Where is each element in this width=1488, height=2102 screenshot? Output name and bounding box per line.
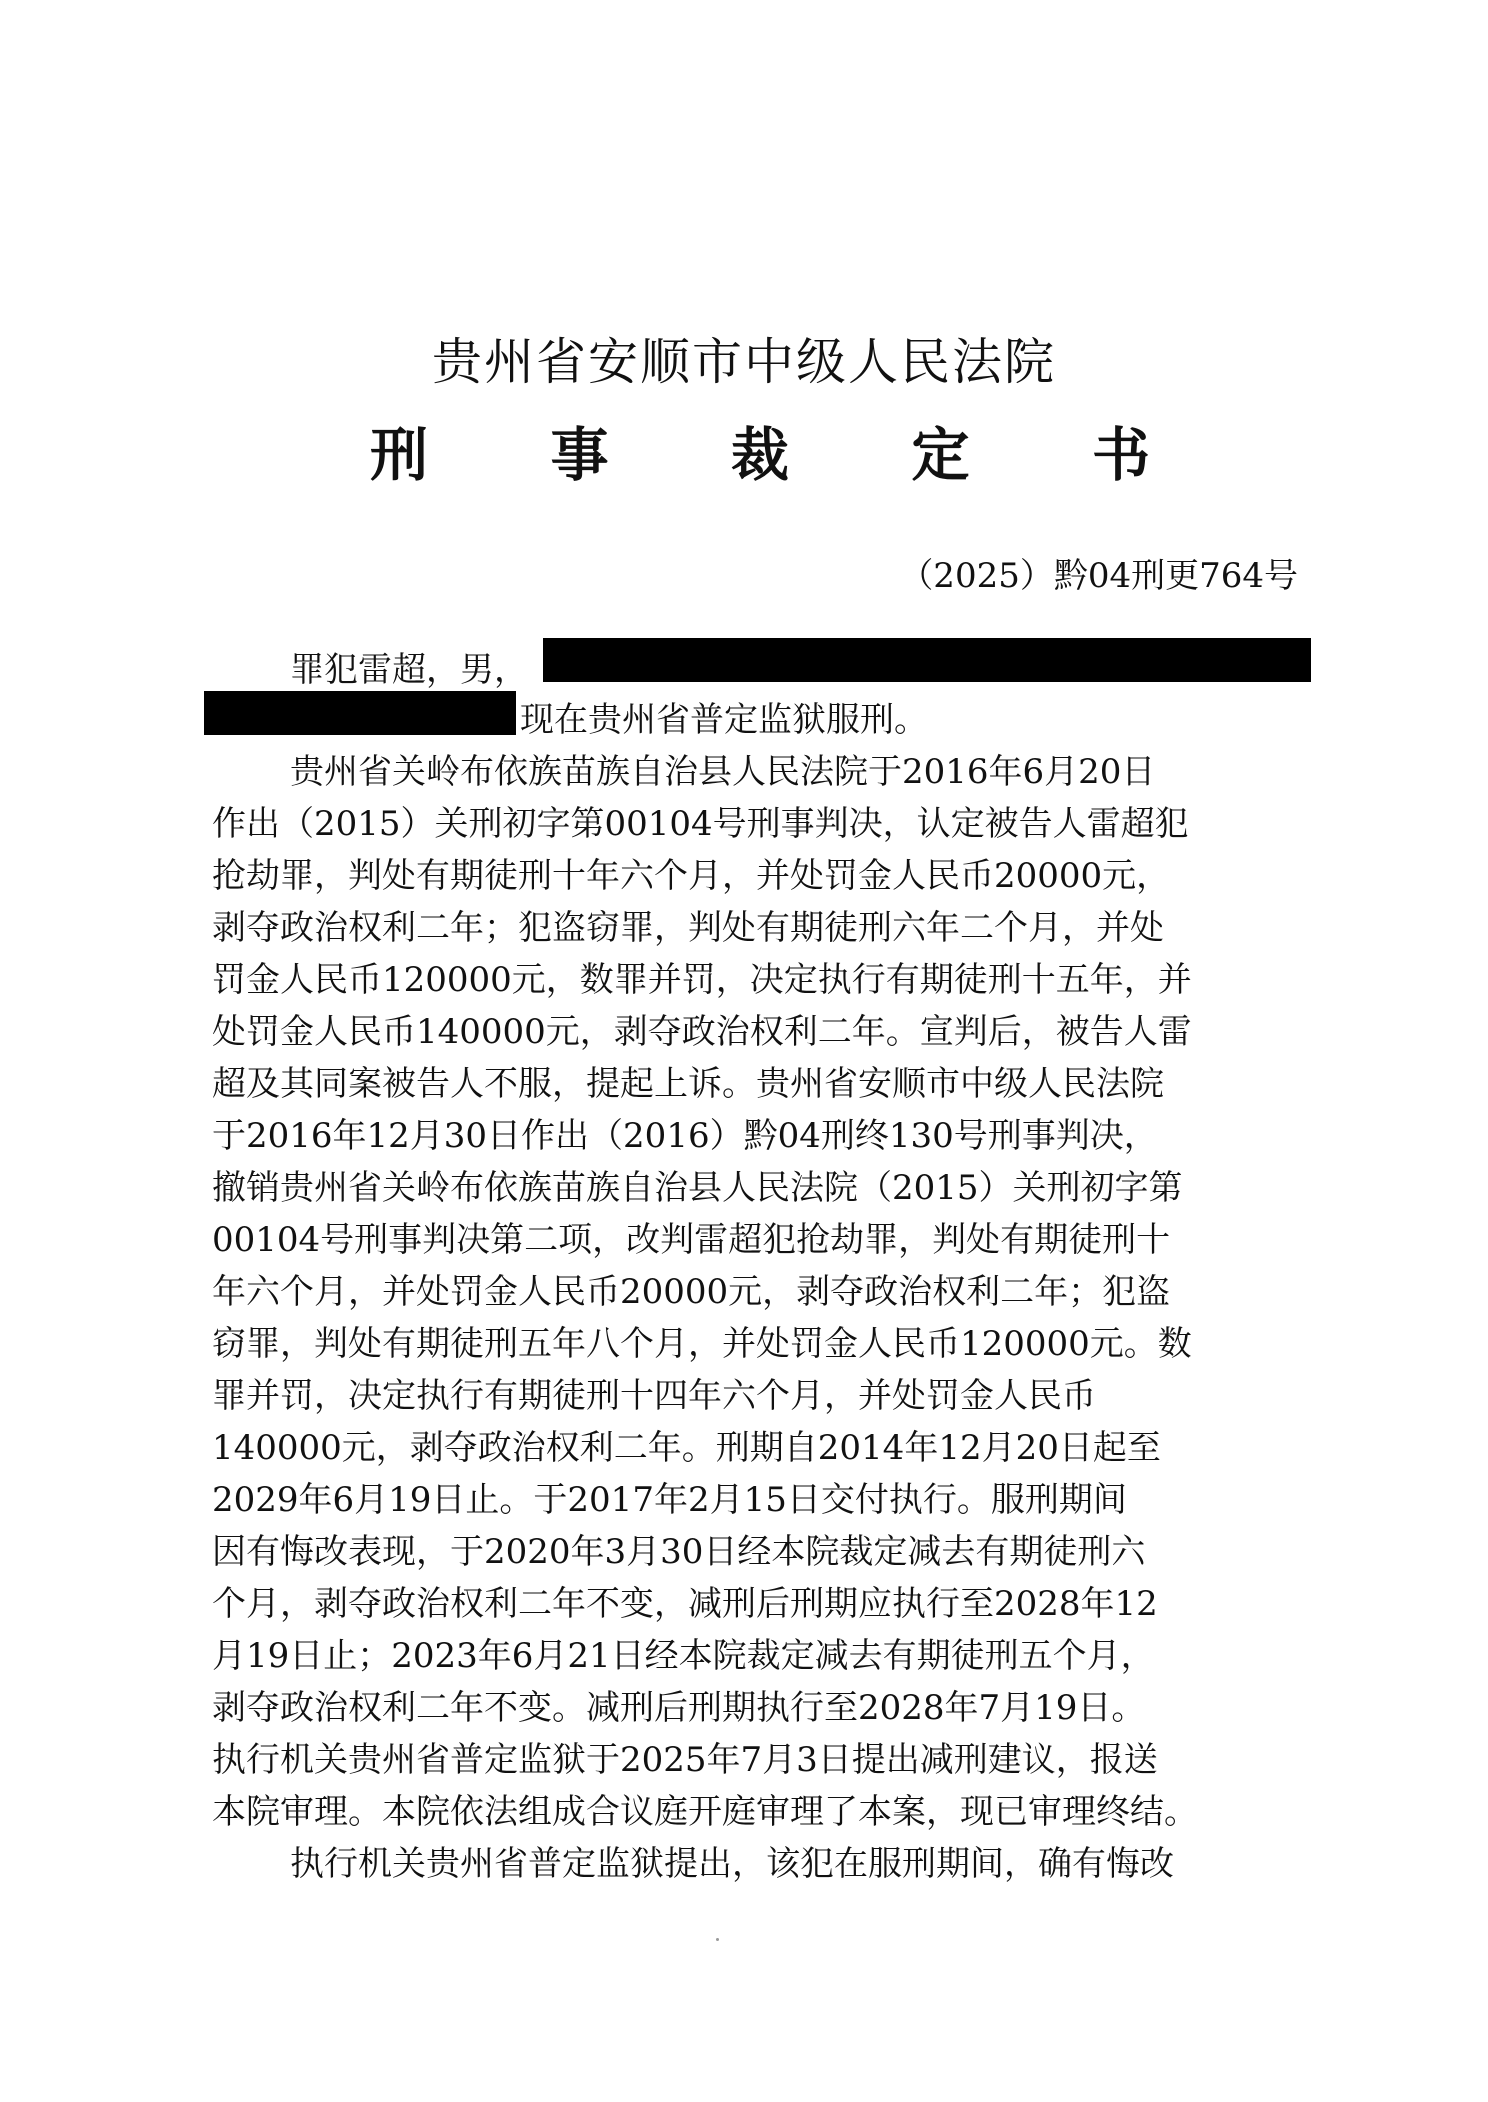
body-line: 贵州省关岭布依族苗族自治县人民法院于2016年6月20日 xyxy=(290,752,1156,792)
body-line: 窃罪，判处有期徒刑五年八个月，并处罚金人民币120000元。数 xyxy=(212,1324,1192,1364)
title-char-2: 事 xyxy=(550,421,609,489)
scan-speck xyxy=(716,1938,719,1941)
title-char-5: 书 xyxy=(1091,421,1150,489)
body-line: 剥夺政治权利二年不变。减刑后刑期执行至2028年7月19日。 xyxy=(212,1688,1146,1728)
body-line: 超及其同案被告人不服，提起上诉。贵州省安顺市中级人民法院 xyxy=(212,1064,1164,1104)
body-line: 执行机关贵州省普定监狱于2025年7月3日提出减刑建议，报送 xyxy=(212,1740,1158,1780)
body-line: 罪并罚，决定执行有期徒刑十四年六个月，并处罚金人民币 xyxy=(212,1376,1096,1416)
body-line: 作出（2015）关刑初字第00104号刑事判决，认定被告人雷超犯 xyxy=(212,804,1189,844)
body-line: 本院审理。本院依法组成合议庭开庭审理了本案，现已审理终结。 xyxy=(212,1792,1198,1832)
body-line: 罚金人民币120000元，数罪并罚，决定执行有期徒刑十五年，并 xyxy=(212,960,1192,1000)
case-number: （2025）黔04刑更764号 xyxy=(899,556,1298,596)
body-line: 个月，剥夺政治权利二年不变，减刑后刑期应执行至2028年12 xyxy=(212,1584,1158,1624)
redaction-bar xyxy=(543,638,1311,682)
body-line: 于2016年12月30日作出（2016）黔04刑终130号刑事判决， xyxy=(212,1116,1158,1156)
title-char-4: 定 xyxy=(911,421,970,489)
body-line: 处罚金人民币140000元，剥夺政治权利二年。宣判后，被告人雷 xyxy=(212,1012,1192,1052)
custody-location: 现在贵州省普定监狱服刑。 xyxy=(520,700,928,740)
defendant-intro: 罪犯雷超，男， xyxy=(290,650,528,690)
title-char-1: 刑 xyxy=(370,421,429,489)
redaction-bar xyxy=(204,691,516,735)
body-line: 抢劫罪，判处有期徒刑十年六个月，并处罚金人民币20000元， xyxy=(212,856,1171,896)
body-line: 00104号刑事判决第二项，改判雷超犯抢劫罪，判处有期徒刑十 xyxy=(212,1220,1171,1260)
body-line: 年六个月，并处罚金人民币20000元，剥夺政治权利二年；犯盗 xyxy=(212,1272,1171,1312)
body-line: 执行机关贵州省普定监狱提出，该犯在服刑期间，确有悔改 xyxy=(290,1844,1174,1884)
body-line: 撤销贵州省关岭布依族苗族自治县人民法院（2015）关刑初字第 xyxy=(212,1168,1183,1208)
body-line: 140000元，剥夺政治权利二年。刑期自2014年12月20日起至 xyxy=(212,1428,1161,1468)
body-line: 2029年6月19日止。于2017年2月15日交付执行。服刑期间 xyxy=(212,1480,1127,1520)
title-char-3: 裁 xyxy=(730,421,789,489)
body-line: 月19日止；2023年6月21日经本院裁定减去有期徒刑五个月， xyxy=(212,1636,1155,1676)
body-line: 因有悔改表现，于2020年3月30日经本院裁定减去有期徒刑六 xyxy=(212,1532,1146,1572)
document-title xyxy=(370,408,1150,492)
court-name: 贵州省安顺市中级人民法院 xyxy=(432,333,1056,391)
body-line: 剥夺政治权利二年；犯盗窃罪，判处有期徒刑六年二个月，并处 xyxy=(212,908,1164,948)
